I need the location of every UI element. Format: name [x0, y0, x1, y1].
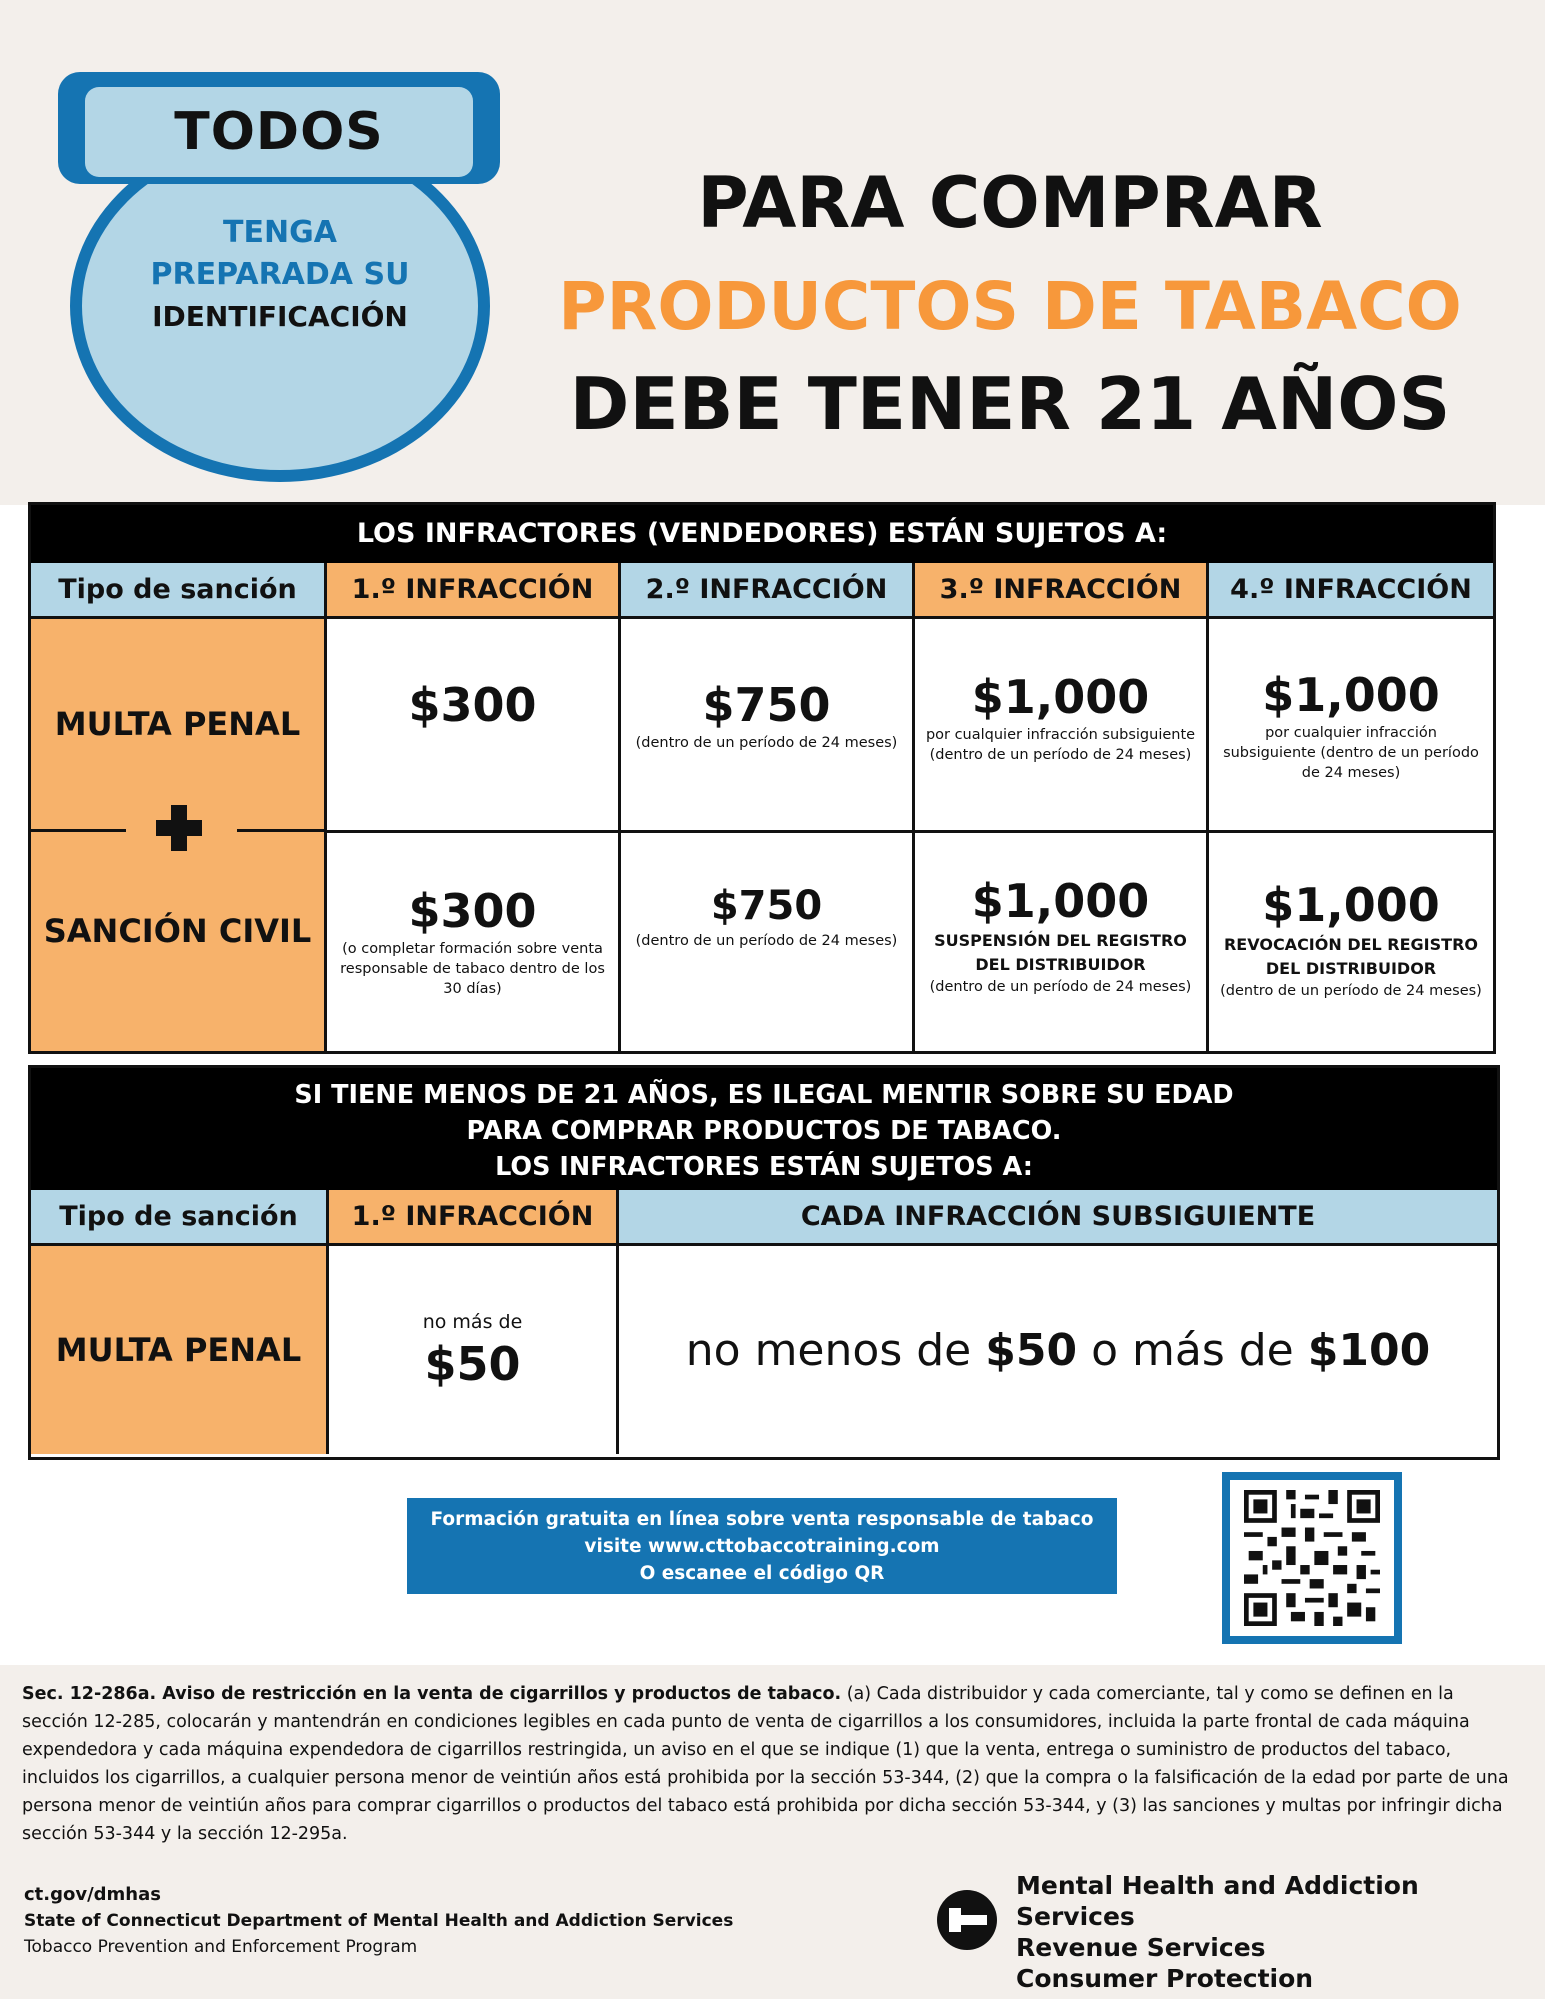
header-subsequent: CADA INFRACCIÓN SUBSIGUIENTE [619, 1190, 1497, 1243]
civil-cell-3 [915, 833, 1206, 1051]
headline-line3: DEBE TENER 21 AÑOS [569, 362, 1451, 446]
minor-penalties-table [28, 1065, 1500, 1460]
vendor-penalties-table [28, 502, 1496, 1054]
minor-table-header [31, 1190, 1497, 1246]
penal-cell-1 [327, 619, 618, 833]
infraction-4-column [1209, 619, 1493, 1051]
civil-cell-1 [327, 833, 618, 1051]
note: (dentro de un período de 24 meses) [635, 933, 898, 949]
badge-line2: PREPARADA SU [150, 257, 410, 292]
agency-dmhas: Mental Health and Addiction Services [1016, 1871, 1419, 1931]
infraction-3-column [915, 619, 1209, 1051]
minor-table-body [31, 1246, 1497, 1454]
legal-heading: Sec. 12-286a. Aviso de restricción en la venta de cigarrillos y productos de tabaco. [22, 1684, 842, 1704]
sub-amount-min: $50 [985, 1324, 1078, 1376]
note: (dentro de un período de 24 meses) [1220, 983, 1482, 999]
amount: $1,000 [1262, 668, 1440, 722]
penal-cell-4 [1209, 619, 1493, 833]
sub-mid: o más de [1091, 1324, 1294, 1376]
note-bold: REVOCACIÓN DEL REGISTRO DEL DISTRIBUIDOR [1223, 935, 1478, 978]
minor-first-cell [329, 1246, 619, 1454]
infraction-2-column [621, 619, 915, 1051]
header-infraction-1: 1.º INFRACCIÓN [327, 563, 621, 616]
first-prefix: no más de [422, 1311, 523, 1333]
row-label-civil: SANCIÓN CIVIL [43, 912, 312, 950]
sub-amount-max: $100 [1307, 1324, 1431, 1376]
divider-line-left [31, 829, 126, 832]
agency-consumer: Consumer Protection [1016, 1964, 1314, 1993]
penal-cell-2 [621, 619, 912, 833]
infraction-1-column [327, 619, 621, 1051]
minor-title-line1: SI TIENE MENOS DE 21 AÑOS, ES ILEGAL MENTIR SOBRE SU EDAD [294, 1080, 1234, 1110]
header-infraction-3: 3.º INFRACCIÓN [915, 563, 1209, 616]
note-bold: SUSPENSIÓN DEL REGISTRO DEL DISTRIBUIDOR [934, 931, 1187, 974]
footer-agencies [1016, 1870, 1545, 1994]
id-badge-pill-inner [85, 87, 473, 177]
footer-url[interactable]: ct.gov/dmhas [24, 1884, 161, 1905]
amount: $1,000 [971, 670, 1150, 724]
sub-prefix: no menos de [685, 1324, 972, 1376]
minor-subsequent-cell [619, 1246, 1497, 1454]
badge-title: TODOS [174, 102, 384, 162]
amount: $1,000 [971, 874, 1150, 928]
plus-icon [156, 805, 202, 851]
minor-title-line2: PARA COMPRAR PRODUCTOS DE TABACO. [466, 1116, 1062, 1146]
civil-cell-4 [1209, 833, 1493, 1051]
headline-line2: PRODUCTOS DE TABACO [558, 268, 1462, 345]
training-line1: Formación gratuita en línea sobre venta responsable de tabaco [430, 1509, 1094, 1530]
amount: $1,000 [1262, 878, 1440, 932]
header-sanction-type: Tipo de sanción [31, 1190, 329, 1243]
training-line3: O escanee el código QR [639, 1563, 885, 1584]
note: por cualquier infracción subsiguiente (dentro de un período de 24 meses) [925, 727, 1196, 763]
training-link[interactable]: visite www.cttobaccotraining.com [584, 1536, 940, 1557]
vendor-table-header [31, 563, 1493, 619]
note: (dentro de un período de 24 meses) [635, 735, 898, 751]
minor-title-line3: LOS INFRACTORES ESTÁN SUJETOS A: [495, 1152, 1033, 1182]
footer-dept: State of Connecticut Department of Mental Health and Addiction Services [24, 1911, 734, 1931]
row-label-penal: MULTA PENAL [31, 1246, 329, 1454]
vendor-table-title: LOS INFRACTORES (VENDEDORES) ESTÁN SUJETOS A: [31, 505, 1493, 563]
badge-text [110, 212, 450, 338]
vendor-table-body [31, 619, 1493, 1051]
first-amount: $50 [424, 1337, 521, 1391]
amount: $300 [408, 678, 537, 732]
note: (dentro de un período de 24 meses) [929, 979, 1192, 995]
note: (o completar formación sobre venta responsable de tabaco dentro de los 30 días) [340, 941, 605, 997]
header-infraction-4: 4.º INFRACCIÓN [1209, 563, 1493, 616]
qr-code[interactable] [1222, 1472, 1402, 1644]
badge-line3: IDENTIFICACIÓN [152, 300, 408, 333]
headline-line1: PARA COMPRAR [697, 162, 1323, 244]
amount: $750 [710, 883, 823, 929]
ct-logo-icon [935, 1888, 999, 1952]
civil-cell-2 [621, 833, 912, 1051]
qr-code-icon [1242, 1490, 1382, 1626]
note: por cualquier infracción subsiguiente (dentro de un período de 24 meses) [1223, 725, 1479, 781]
penal-cell-3 [915, 619, 1206, 833]
legal-body: (a) Cada distribuidor y cada comerciante, tal y como se definen en la sección 12-285, colocarán y mantendrán en condiciones legibles en cada punto de venta de cigarrillos a los consumidores, incluida la parte frontal de cada máquina expendedora y cada máquina expendedora de cigarrillos restringida, un aviso en el que se indique (1) que la venta, entrega o suministro de productos del tabaco, incluidos los cigarrillos, a cualquier persona menor de veintiún años está prohibida por la sección 53-344, (2) que la compra o la falsificación de la edad por parte de una persona menor de veintiún años para comprar cigarrillos o productos del tabaco está prohibida por dicha sección 53-344, y (3) las sanciones y multas por infringir dicha sección 53-344 y la sección 12-295a. [22, 1684, 1509, 1844]
header-infraction-2: 2.º INFRACCIÓN [621, 563, 915, 616]
row-label-penal: MULTA PENAL [54, 705, 301, 743]
minor-table-title [31, 1068, 1497, 1190]
legal-notice [22, 1680, 1512, 1848]
badge-line1: TENGA [223, 215, 337, 250]
footer-program: Tobacco Prevention and Enforcement Program [24, 1937, 418, 1957]
agency-revenue: Revenue Services [1016, 1933, 1266, 1962]
header-sanction-type: Tipo de sanción [31, 563, 327, 616]
training-info-box [407, 1498, 1117, 1594]
footer-left [24, 1880, 733, 1962]
divider-line-right [237, 829, 327, 832]
amount: $750 [702, 678, 831, 732]
amount: $300 [408, 884, 537, 938]
header-infraction-1: 1.º INFRACCIÓN [329, 1190, 619, 1243]
sanction-type-column [31, 619, 327, 1051]
